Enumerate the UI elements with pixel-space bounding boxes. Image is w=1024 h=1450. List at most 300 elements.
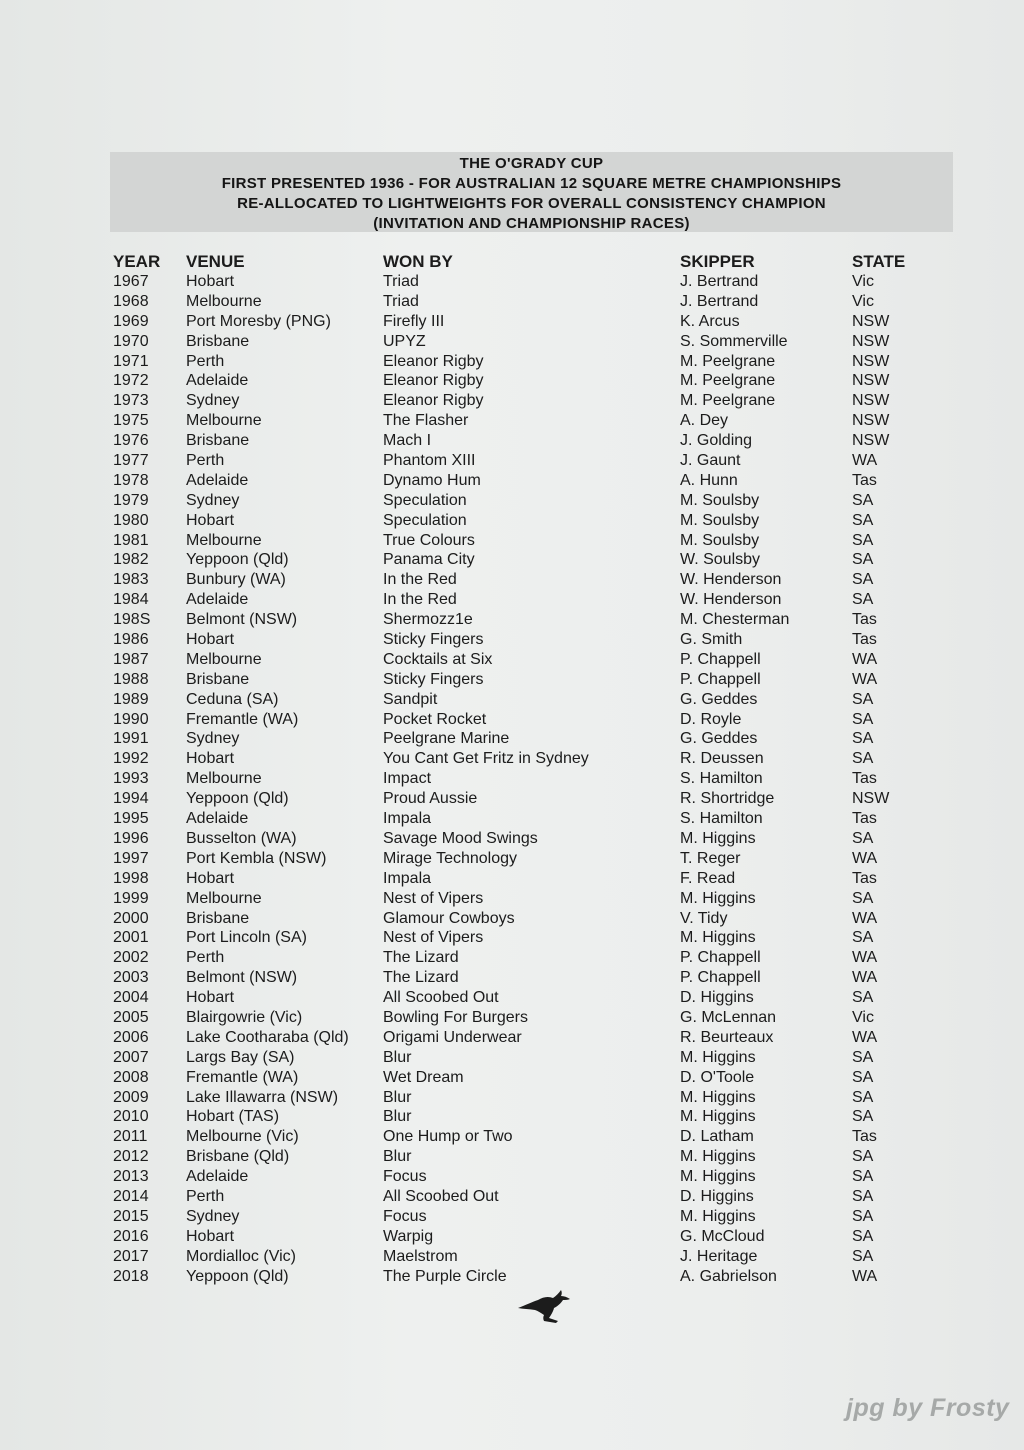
row-state: SA [852, 591, 874, 609]
table-row [0, 1187, 1024, 1207]
row-venue: Yeppoon (Qld) [186, 551, 289, 569]
row-year: 1978 [113, 471, 149, 489]
table-row [0, 630, 1024, 650]
row-skipper: P. Chappell [680, 670, 761, 688]
table-row [0, 789, 1024, 809]
row-year: 2013 [113, 1168, 149, 1186]
row-venue: Belmont (NSW) [186, 969, 298, 987]
row-year: 1973 [113, 392, 149, 410]
row-skipper: W. Henderson [680, 591, 782, 609]
row-skipper: D. Higgins [680, 989, 754, 1007]
row-year: 2001 [113, 929, 149, 947]
row-year: 1989 [113, 690, 149, 708]
table-row [0, 1227, 1024, 1247]
cup-title: THE O'GRADY CUP [459, 155, 604, 172]
table-row [0, 1147, 1024, 1167]
table-row [0, 968, 1024, 988]
row-year: 1999 [113, 889, 149, 907]
row-venue: Melbourne [186, 531, 262, 549]
row-skipper: W. Henderson [680, 571, 782, 589]
row-skipper: D. Latham [680, 1128, 754, 1146]
table-header [0, 252, 1024, 274]
cup-subtitle-1: FIRST PRESENTED 1936 - FOR AUSTRALIAN 12 SQUARE METRE CHAMPIONSHIPS [221, 175, 842, 192]
row-won-by: Shermozz1e [383, 611, 473, 629]
row-venue: Fremantle (WA) [186, 710, 299, 728]
table-row [0, 471, 1024, 491]
table-row [0, 1068, 1024, 1088]
row-venue: Brisbane [186, 670, 250, 688]
row-year: 2000 [113, 909, 149, 927]
row-venue: Melbourne [186, 412, 262, 430]
row-venue: Sydney [186, 491, 240, 509]
row-state: SA [852, 1068, 874, 1086]
row-state: SA [852, 1048, 874, 1066]
row-won-by: Wet Dream [383, 1068, 464, 1086]
row-skipper: M. Higgins [680, 1148, 756, 1166]
row-state: SA [852, 511, 874, 529]
table-row [0, 1267, 1024, 1287]
row-skipper: D. Royle [680, 710, 742, 728]
row-year: 1969 [113, 312, 149, 330]
row-skipper: P. Chappell [680, 650, 761, 668]
header-year: YEAR [113, 252, 161, 271]
row-skipper: R. Shortridge [680, 790, 775, 808]
row-year: 2003 [113, 969, 149, 987]
row-won-by: Eleanor Rigby [383, 372, 484, 390]
table-row [0, 451, 1024, 471]
row-venue: Melbourne [186, 292, 262, 310]
table-row [0, 1167, 1024, 1187]
row-year: 1972 [113, 372, 149, 390]
row-venue: Hobart [186, 869, 235, 887]
row-state: Tas [852, 869, 877, 887]
row-skipper: M. Soulsby [680, 531, 760, 549]
row-won-by: Triad [383, 273, 419, 290]
row-year: 2009 [113, 1088, 149, 1106]
row-year: 1970 [113, 332, 149, 350]
row-venue: Adelaide [186, 471, 249, 489]
row-venue: Lake Cootharaba (Qld) [186, 1028, 349, 1046]
row-venue: Perth [186, 452, 225, 470]
row-skipper: G. Geddes [680, 730, 758, 748]
row-venue: Port Kembla (NSW) [186, 849, 327, 867]
table-row [0, 829, 1024, 849]
row-state: SA [852, 1108, 874, 1126]
row-state: NSW [852, 790, 890, 808]
row-year: 1984 [113, 591, 149, 609]
title-banner [110, 152, 953, 232]
row-won-by: Sticky Fingers [383, 631, 484, 649]
row-venue: Port Moresby (PNG) [186, 312, 331, 330]
row-skipper: D. O'Toole [680, 1068, 755, 1086]
row-year: 1968 [113, 292, 149, 310]
table-row [0, 710, 1024, 730]
table-row [0, 988, 1024, 1008]
table-row [0, 650, 1024, 670]
row-year: 2015 [113, 1207, 149, 1225]
row-won-by: The Purple Circle [383, 1267, 507, 1285]
table-row [0, 272, 1024, 292]
row-skipper: A. Gabrielson [680, 1267, 777, 1285]
row-state: Vic [852, 1008, 874, 1026]
row-skipper: A. Hunn [680, 471, 738, 489]
table-row [0, 729, 1024, 749]
results-table [0, 272, 1024, 1286]
row-state: SA [852, 690, 874, 708]
row-year: 1996 [113, 829, 149, 847]
row-won-by: Impala [383, 810, 432, 828]
row-venue: Melbourne (Vic) [186, 1128, 299, 1146]
row-year: 1977 [113, 452, 149, 470]
row-state: Vic [852, 273, 874, 290]
table-row [0, 869, 1024, 889]
row-skipper: M. Higgins [680, 889, 756, 907]
row-skipper: G. McCloud [680, 1227, 765, 1245]
table-row [0, 809, 1024, 829]
row-venue: Mordialloc (Vic) [186, 1247, 296, 1265]
row-state: Tas [852, 471, 877, 489]
row-state: SA [852, 1207, 874, 1225]
row-year: 2005 [113, 1008, 149, 1026]
row-venue: Lake Illawarra (NSW) [186, 1088, 339, 1106]
row-state: Tas [852, 611, 877, 629]
row-year: 1990 [113, 710, 149, 728]
row-won-by: Speculation [383, 491, 467, 509]
row-won-by: All Scoobed Out [383, 1187, 499, 1205]
row-year: 1982 [113, 551, 149, 569]
kangaroo-icon [516, 1288, 574, 1324]
row-year: 1975 [113, 412, 149, 430]
row-state: SA [852, 551, 874, 569]
row-won-by: Blur [383, 1148, 412, 1166]
row-won-by: Bowling For Burgers [383, 1008, 528, 1026]
row-won-by: Mach I [383, 432, 432, 450]
row-year: 1993 [113, 770, 149, 788]
row-venue: Sydney [186, 392, 240, 410]
row-state: SA [852, 829, 874, 847]
row-skipper: V. Tidy [680, 909, 728, 927]
row-skipper: R. Deussen [680, 750, 764, 768]
row-skipper: M. Soulsby [680, 491, 760, 509]
row-venue: Belmont (NSW) [186, 611, 298, 629]
table-row [0, 570, 1024, 590]
row-year: 1980 [113, 511, 149, 529]
row-skipper: S. Sommerville [680, 332, 788, 350]
row-year: 1986 [113, 631, 149, 649]
table-row [0, 371, 1024, 391]
row-venue: Perth [186, 1187, 225, 1205]
row-state: WA [852, 1028, 878, 1046]
row-venue: Adelaide [186, 591, 249, 609]
row-skipper: M. Chesterman [680, 611, 790, 629]
table-row [0, 1207, 1024, 1227]
table-row [0, 670, 1024, 690]
row-venue: Yeppoon (Qld) [186, 1267, 289, 1285]
row-venue: Melbourne [186, 650, 262, 668]
row-won-by: Impala [383, 869, 432, 887]
table-row [0, 1028, 1024, 1048]
row-year: 2006 [113, 1028, 149, 1046]
table-row [0, 948, 1024, 968]
row-state: SA [852, 1247, 874, 1265]
row-skipper: M. Higgins [680, 1048, 756, 1066]
row-state: WA [852, 849, 878, 867]
row-year: 1994 [113, 790, 149, 808]
table-row [0, 292, 1024, 312]
row-skipper: J. Bertrand [680, 273, 759, 290]
row-skipper: W. Soulsby [680, 551, 761, 569]
table-row [0, 1008, 1024, 1028]
row-skipper: G. Geddes [680, 690, 758, 708]
row-state: SA [852, 889, 874, 907]
row-skipper: G. Smith [680, 631, 743, 649]
row-state: SA [852, 1148, 874, 1166]
row-year: 1983 [113, 571, 149, 589]
row-state: Tas [852, 770, 877, 788]
row-won-by: Impact [383, 770, 432, 788]
row-state: SA [852, 531, 874, 549]
row-state: NSW [852, 312, 890, 330]
row-skipper: M. Higgins [680, 1207, 756, 1225]
row-state: SA [852, 710, 874, 728]
header-state: STATE [852, 252, 906, 271]
row-venue: Adelaide [186, 372, 249, 390]
row-skipper: J. Bertrand [680, 292, 759, 310]
table-row [0, 1088, 1024, 1108]
table-row [0, 610, 1024, 630]
table-row [0, 511, 1024, 531]
row-state: Tas [852, 631, 877, 649]
cup-subtitle-2: RE-ALLOCATED TO LIGHTWEIGHTS FOR OVERALL CONSISTENCY CHAMPION [237, 195, 826, 212]
photo-credit: jpg by Frosty [846, 1394, 1010, 1422]
row-skipper: M. Higgins [680, 829, 756, 847]
row-skipper: P. Chappell [680, 949, 761, 967]
row-won-by: One Hump or Two [383, 1128, 513, 1146]
row-venue: Hobart [186, 1227, 235, 1245]
table-row [0, 550, 1024, 570]
row-year: 2004 [113, 989, 149, 1007]
row-won-by: Focus [383, 1168, 427, 1186]
row-won-by: Peelgrane Marine [383, 730, 510, 748]
row-state: WA [852, 1267, 878, 1285]
row-won-by: In the Red [383, 571, 457, 589]
table-row [0, 332, 1024, 352]
row-skipper: G. McLennan [680, 1008, 777, 1026]
table-row [0, 352, 1024, 372]
row-venue: Fremantle (WA) [186, 1068, 299, 1086]
table-row [0, 889, 1024, 909]
row-won-by: Nest of Vipers [383, 889, 484, 907]
row-venue: Bunbury (WA) [186, 571, 286, 589]
row-state: SA [852, 730, 874, 748]
row-state: NSW [852, 392, 890, 410]
row-won-by: Origami Underwear [383, 1028, 522, 1046]
row-won-by: Savage Mood Swings [383, 829, 538, 847]
row-skipper: D. Higgins [680, 1187, 754, 1205]
table-row [0, 391, 1024, 411]
row-year: 1981 [113, 531, 149, 549]
row-year: 1967 [113, 273, 149, 290]
row-year: 1998 [113, 869, 149, 887]
row-state: Tas [852, 810, 877, 828]
row-year: 1991 [113, 730, 149, 748]
row-skipper: M. Peelgrane [680, 352, 776, 370]
row-state: NSW [852, 352, 890, 370]
row-venue: Blairgowrie (Vic) [186, 1008, 303, 1026]
row-state: NSW [852, 332, 890, 350]
row-year: 1976 [113, 432, 149, 450]
row-venue: Port Lincoln (SA) [186, 929, 307, 947]
row-won-by: Nest of Vipers [383, 929, 484, 947]
row-won-by: The Lizard [383, 969, 459, 987]
table-row [0, 531, 1024, 551]
table-row [0, 491, 1024, 511]
row-won-by: Blur [383, 1048, 412, 1066]
row-skipper: K. Arcus [680, 312, 740, 330]
row-skipper: J. Gaunt [680, 452, 741, 470]
row-state: SA [852, 1227, 874, 1245]
table-row [0, 312, 1024, 332]
row-skipper: J. Golding [680, 432, 753, 450]
row-venue: Brisbane [186, 432, 250, 450]
row-venue: Adelaide [186, 810, 249, 828]
row-state: WA [852, 949, 878, 967]
table-row [0, 431, 1024, 451]
header-skipper: SKIPPER [680, 252, 755, 271]
row-year: 2008 [113, 1068, 149, 1086]
row-state: SA [852, 491, 874, 509]
row-year: 1995 [113, 810, 149, 828]
row-year: 1988 [113, 670, 149, 688]
row-won-by: Glamour Cowboys [383, 909, 515, 927]
row-venue: Perth [186, 352, 225, 370]
row-year: 2014 [113, 1187, 149, 1205]
row-state: SA [852, 750, 874, 768]
row-state: SA [852, 1187, 874, 1205]
row-skipper: M. Higgins [680, 1168, 756, 1186]
row-venue: Largs Bay (SA) [186, 1048, 295, 1066]
row-state: NSW [852, 412, 890, 430]
row-venue: Yeppoon (Qld) [186, 790, 289, 808]
row-year: 2017 [113, 1247, 149, 1265]
row-skipper: R. Beurteaux [680, 1028, 774, 1046]
header-venue: VENUE [186, 252, 245, 271]
row-skipper: M. Higgins [680, 1088, 756, 1106]
row-year: 2012 [113, 1148, 149, 1166]
row-won-by: Panama City [383, 551, 475, 569]
row-skipper: A. Dey [680, 412, 729, 430]
row-year: 2007 [113, 1048, 149, 1066]
cup-subtitle-3: (INVITATION AND CHAMPIONSHIP RACES) [373, 215, 690, 232]
row-venue: Brisbane [186, 332, 250, 350]
row-skipper: M. Soulsby [680, 511, 760, 529]
row-venue: Sydney [186, 1207, 240, 1225]
table-row [0, 690, 1024, 710]
row-won-by: Cocktails at Six [383, 650, 493, 668]
row-venue: Brisbane (Qld) [186, 1148, 290, 1166]
row-state: SA [852, 1088, 874, 1106]
row-venue: Hobart (TAS) [186, 1108, 280, 1126]
row-skipper: F. Read [680, 869, 736, 887]
row-year: 2018 [113, 1267, 149, 1285]
row-state: WA [852, 650, 878, 668]
table-row [0, 1127, 1024, 1147]
row-year: 2010 [113, 1108, 149, 1126]
row-state: Tas [852, 1128, 877, 1146]
row-state: NSW [852, 372, 890, 390]
row-year: 1971 [113, 352, 149, 370]
row-skipper: M. Higgins [680, 1108, 756, 1126]
row-state: NSW [852, 432, 890, 450]
row-skipper: P. Chappell [680, 969, 761, 987]
row-won-by: Speculation [383, 511, 467, 529]
row-state: WA [852, 670, 878, 688]
row-venue: Busselton (WA) [186, 829, 297, 847]
row-won-by: Firefly III [383, 312, 445, 330]
row-state: WA [852, 909, 878, 927]
row-venue: Melbourne [186, 889, 262, 907]
row-skipper: J. Heritage [680, 1247, 758, 1265]
row-skipper: S. Hamilton [680, 810, 763, 828]
row-won-by: Eleanor Rigby [383, 392, 484, 410]
row-venue: Hobart [186, 511, 235, 529]
row-year: 1987 [113, 650, 149, 668]
row-won-by: Warpig [383, 1227, 434, 1245]
row-venue: Hobart [186, 631, 235, 649]
row-won-by: All Scoobed Out [383, 989, 499, 1007]
row-won-by: Sandpit [383, 690, 438, 708]
row-venue: Ceduna (SA) [186, 690, 279, 708]
row-won-by: Blur [383, 1088, 412, 1106]
table-row [0, 928, 1024, 948]
row-venue: Brisbane [186, 909, 250, 927]
row-won-by: Mirage Technology [383, 849, 518, 867]
row-venue: Hobart [186, 750, 235, 768]
row-state: WA [852, 969, 878, 987]
row-year: 2002 [113, 949, 149, 967]
row-state: SA [852, 929, 874, 947]
row-year: 2011 [113, 1128, 148, 1146]
row-skipper: M. Peelgrane [680, 372, 776, 390]
row-state: SA [852, 571, 874, 589]
row-skipper: M. Higgins [680, 929, 756, 947]
row-won-by: Triad [383, 292, 419, 310]
row-state: WA [852, 452, 878, 470]
row-won-by: UPYZ [383, 332, 426, 350]
row-won-by: Blur [383, 1108, 412, 1126]
header-won-by: WON BY [383, 252, 453, 271]
row-year: 2016 [113, 1227, 149, 1245]
table-row [0, 590, 1024, 610]
table-row [0, 749, 1024, 769]
row-year: 1979 [113, 491, 149, 509]
row-skipper: M. Peelgrane [680, 392, 776, 410]
table-row [0, 1247, 1024, 1267]
row-venue: Perth [186, 949, 225, 967]
row-won-by: Dynamo Hum [383, 471, 481, 489]
row-won-by: Sticky Fingers [383, 670, 484, 688]
row-won-by: Phantom XIII [383, 452, 476, 470]
row-won-by: In the Red [383, 591, 457, 609]
row-won-by: True Colours [383, 531, 475, 549]
row-state: Vic [852, 292, 874, 310]
table-row [0, 769, 1024, 789]
table-row [0, 411, 1024, 431]
row-year: 1992 [113, 750, 149, 768]
row-year: 1997 [113, 849, 149, 867]
row-won-by: You Cant Get Fritz in Sydney [383, 750, 589, 768]
table-row [0, 909, 1024, 929]
